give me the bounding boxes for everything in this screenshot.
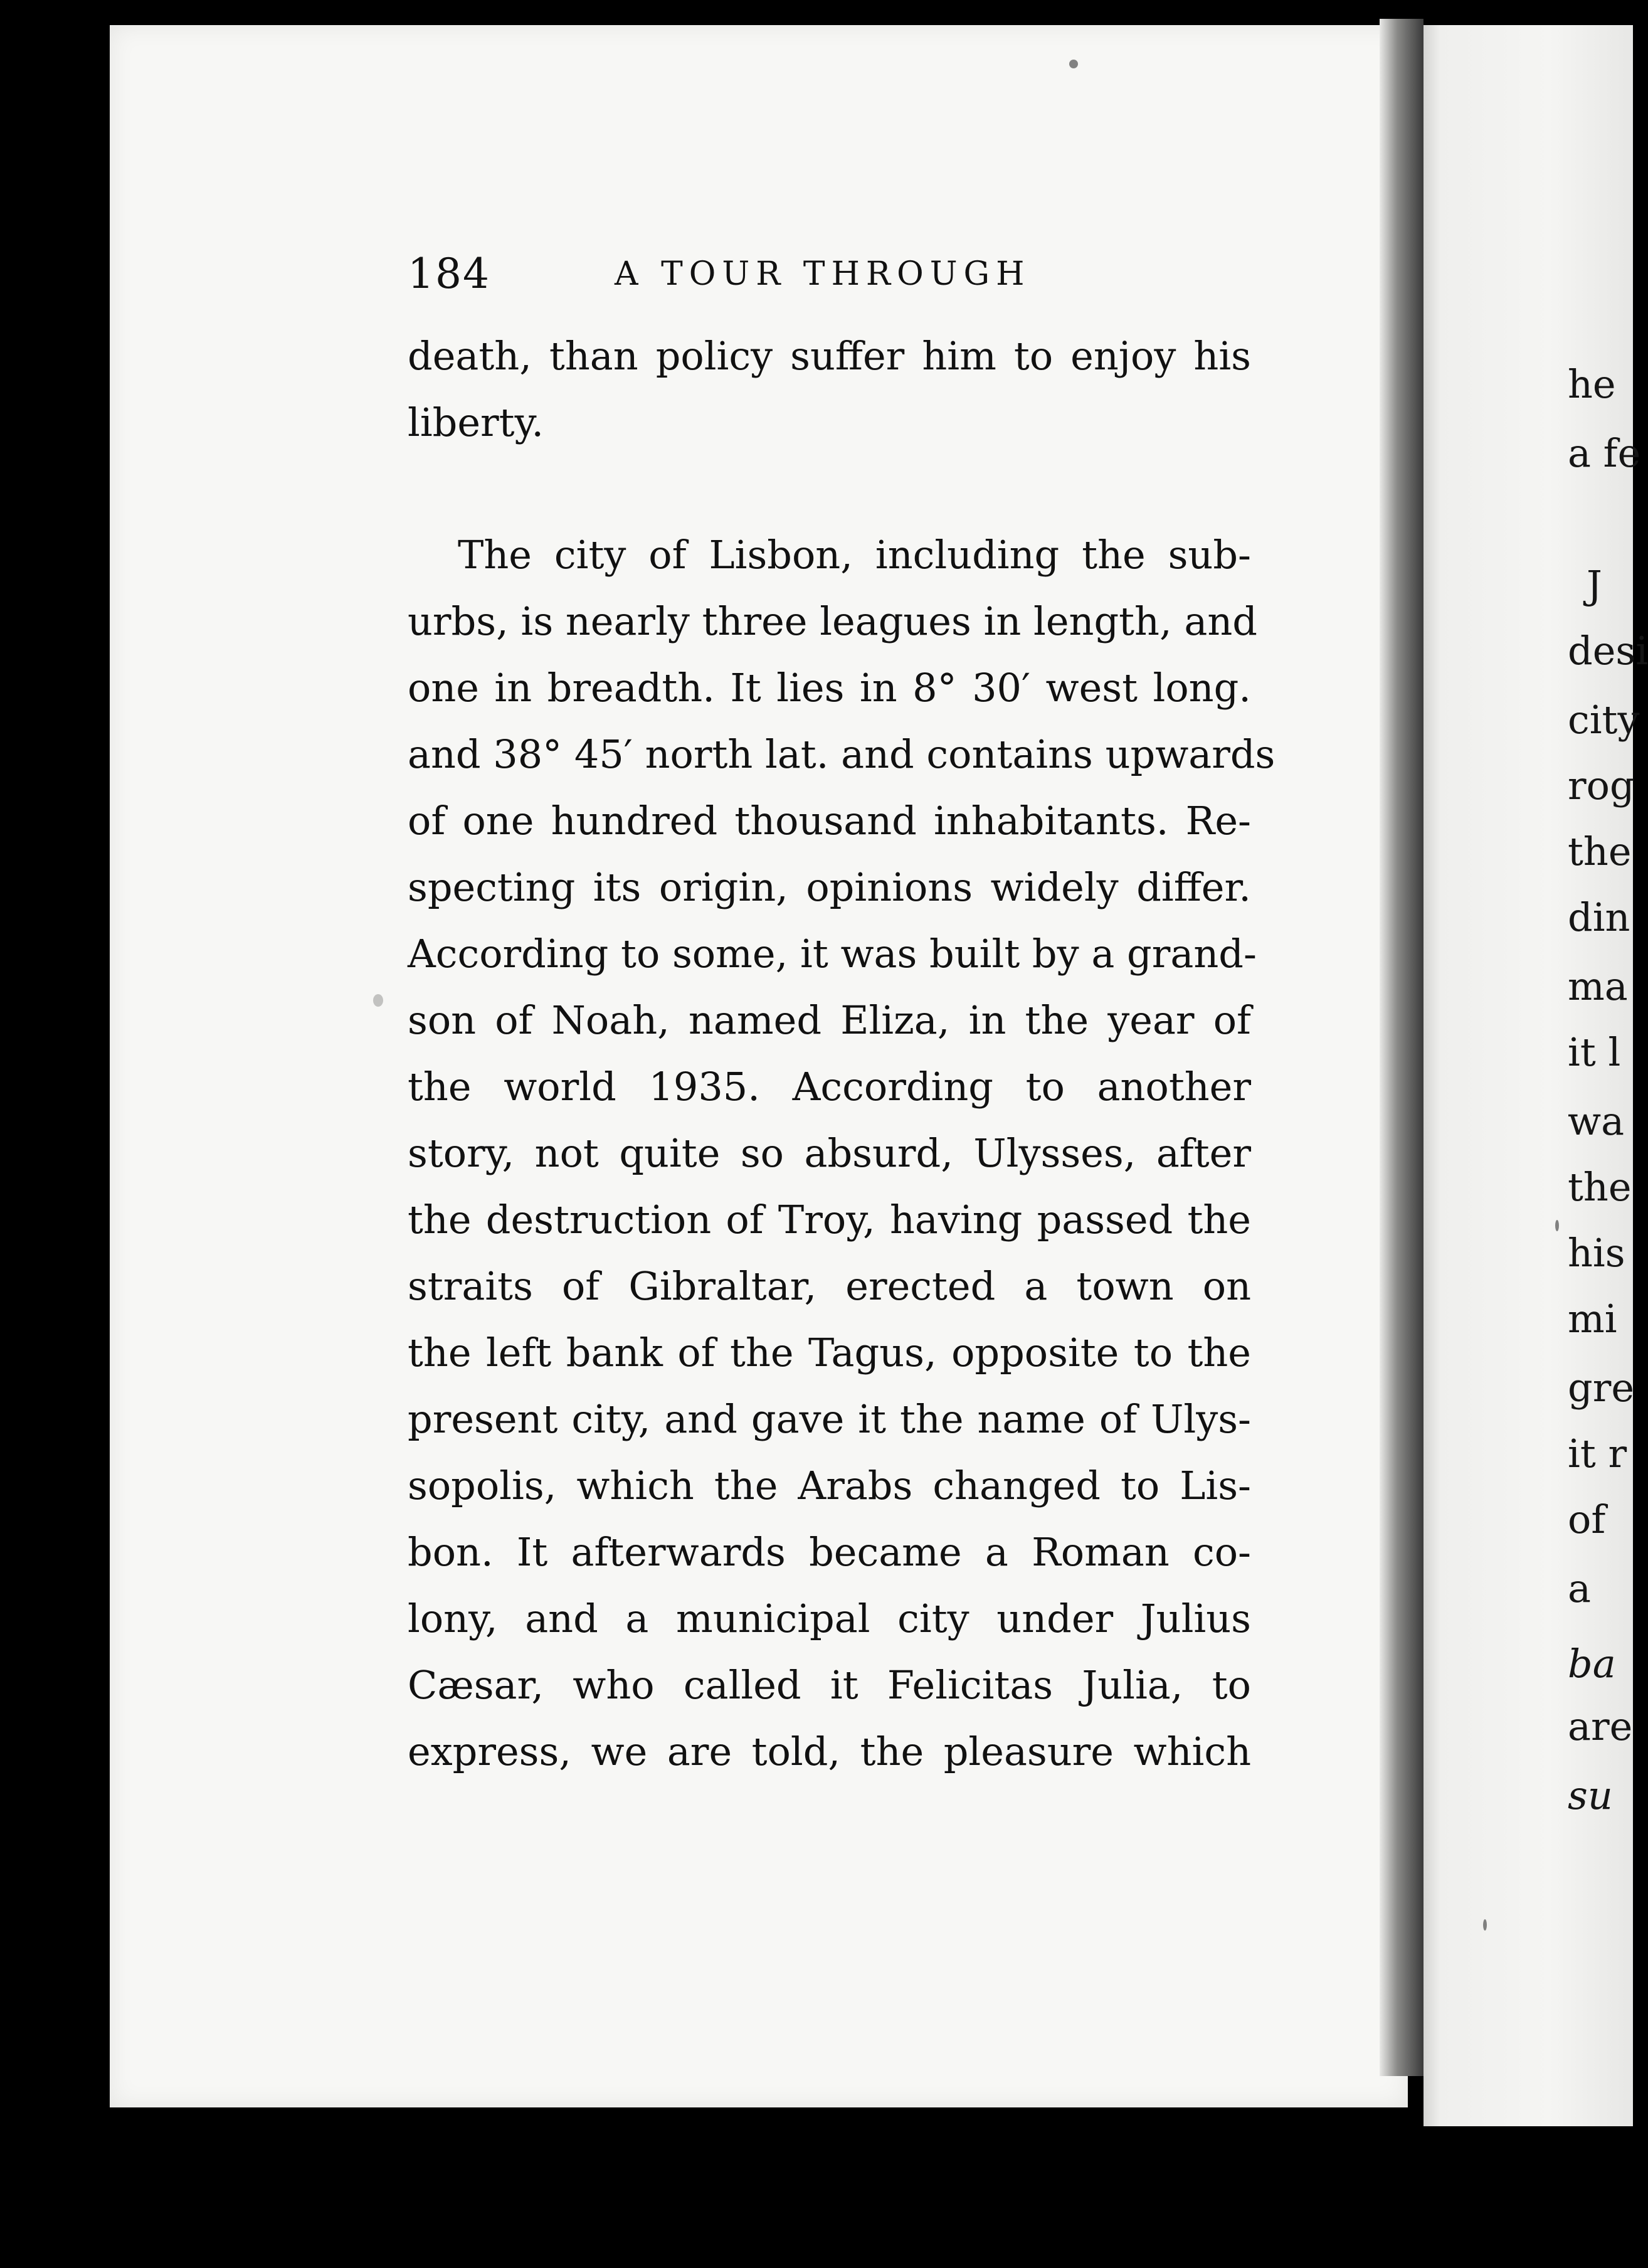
facing-page-fragment: city: [1568, 697, 1640, 743]
running-head-title: A TOUR THROUGH: [615, 255, 1031, 293]
facing-page-fragment: ba: [1568, 1641, 1616, 1687]
page-number: 184: [408, 250, 490, 298]
facing-page-fragment: a: [1568, 1566, 1591, 1611]
text-line: liberty.: [408, 400, 544, 445]
facing-page-fragment: a fe: [1568, 430, 1641, 476]
scan-speck: [1555, 1220, 1559, 1231]
text-line: present city, and gave it the name of Ulys-: [408, 1396, 1251, 1442]
text-line: straits of Gibraltar, erected a town on: [408, 1263, 1251, 1309]
facing-page-fragment: J: [1587, 562, 1602, 608]
text-line: the world 1935. According to another: [408, 1064, 1251, 1110]
running-head: [408, 246, 1254, 302]
scan-speck: [1483, 1919, 1487, 1931]
text-line: bon. It afterwards became a Roman co-: [408, 1529, 1251, 1575]
text-line: The city of Lisbon, including the sub-: [458, 532, 1251, 578]
text-line: sopolis, which the Arabs changed to Lis-: [408, 1463, 1251, 1508]
facing-page-fragment: it l: [1568, 1029, 1621, 1075]
paragraph-break: [408, 456, 1251, 522]
text-line: According to some, it was built by a grand-: [408, 931, 1257, 977]
text-line: lony, and a municipal city under Julius: [408, 1596, 1251, 1641]
facing-page-fragment: rog: [1568, 763, 1635, 808]
text-line: specting its origin, opinions widely differ.: [408, 864, 1251, 910]
text-line: urbs, is nearly three leagues in length, and: [408, 598, 1257, 644]
scan-speck: [1069, 60, 1078, 68]
body-text: [408, 323, 1276, 1785]
facing-page-fragment: of: [1568, 1497, 1606, 1542]
text-line: the left bank of the Tagus, opposite to the: [408, 1330, 1251, 1375]
text-line: of one hundred thousand inhabitants. Re-: [408, 798, 1251, 844]
text-line: son of Noah, named Eliza, in the year of: [408, 997, 1251, 1043]
text-line: story, not quite so absurd, Ulysses, after: [408, 1130, 1251, 1176]
text-line: the destruction of Troy, having passed the: [408, 1197, 1251, 1243]
facing-page-fragment: the: [1568, 829, 1632, 874]
text-line: and 38° 45′ north lat. and contains upwards: [408, 731, 1276, 777]
text-line: express, we are told, the pleasure which: [408, 1729, 1251, 1774]
facing-page-fragment: din: [1568, 894, 1630, 940]
facing-page-fragment: desi: [1568, 628, 1648, 674]
facing-page-fragment: su: [1568, 1773, 1613, 1818]
book-gutter: [1380, 19, 1424, 2076]
facing-page-fragment: the: [1568, 1164, 1632, 1210]
facing-page-fragment: wa: [1568, 1098, 1625, 1144]
facing-page-fragment: his: [1568, 1230, 1625, 1276]
facing-page-fragment: it r: [1568, 1431, 1627, 1476]
facing-page-fragment: gre: [1568, 1365, 1635, 1411]
text-line: death, than policy suffer him to enjoy his: [408, 333, 1251, 379]
facing-page-fragment: ma: [1568, 963, 1628, 1009]
facing-page-fragment: are: [1568, 1704, 1633, 1749]
text-line: one in breadth. It lies in 8° 30′ west long.: [408, 665, 1251, 711]
facing-page-fragment: he: [1568, 361, 1616, 407]
scan-speck: [373, 994, 383, 1007]
text-line: Cæsar, who called it Felicitas Julia, to: [408, 1662, 1251, 1708]
facing-page-fragment: mi: [1568, 1296, 1617, 1342]
